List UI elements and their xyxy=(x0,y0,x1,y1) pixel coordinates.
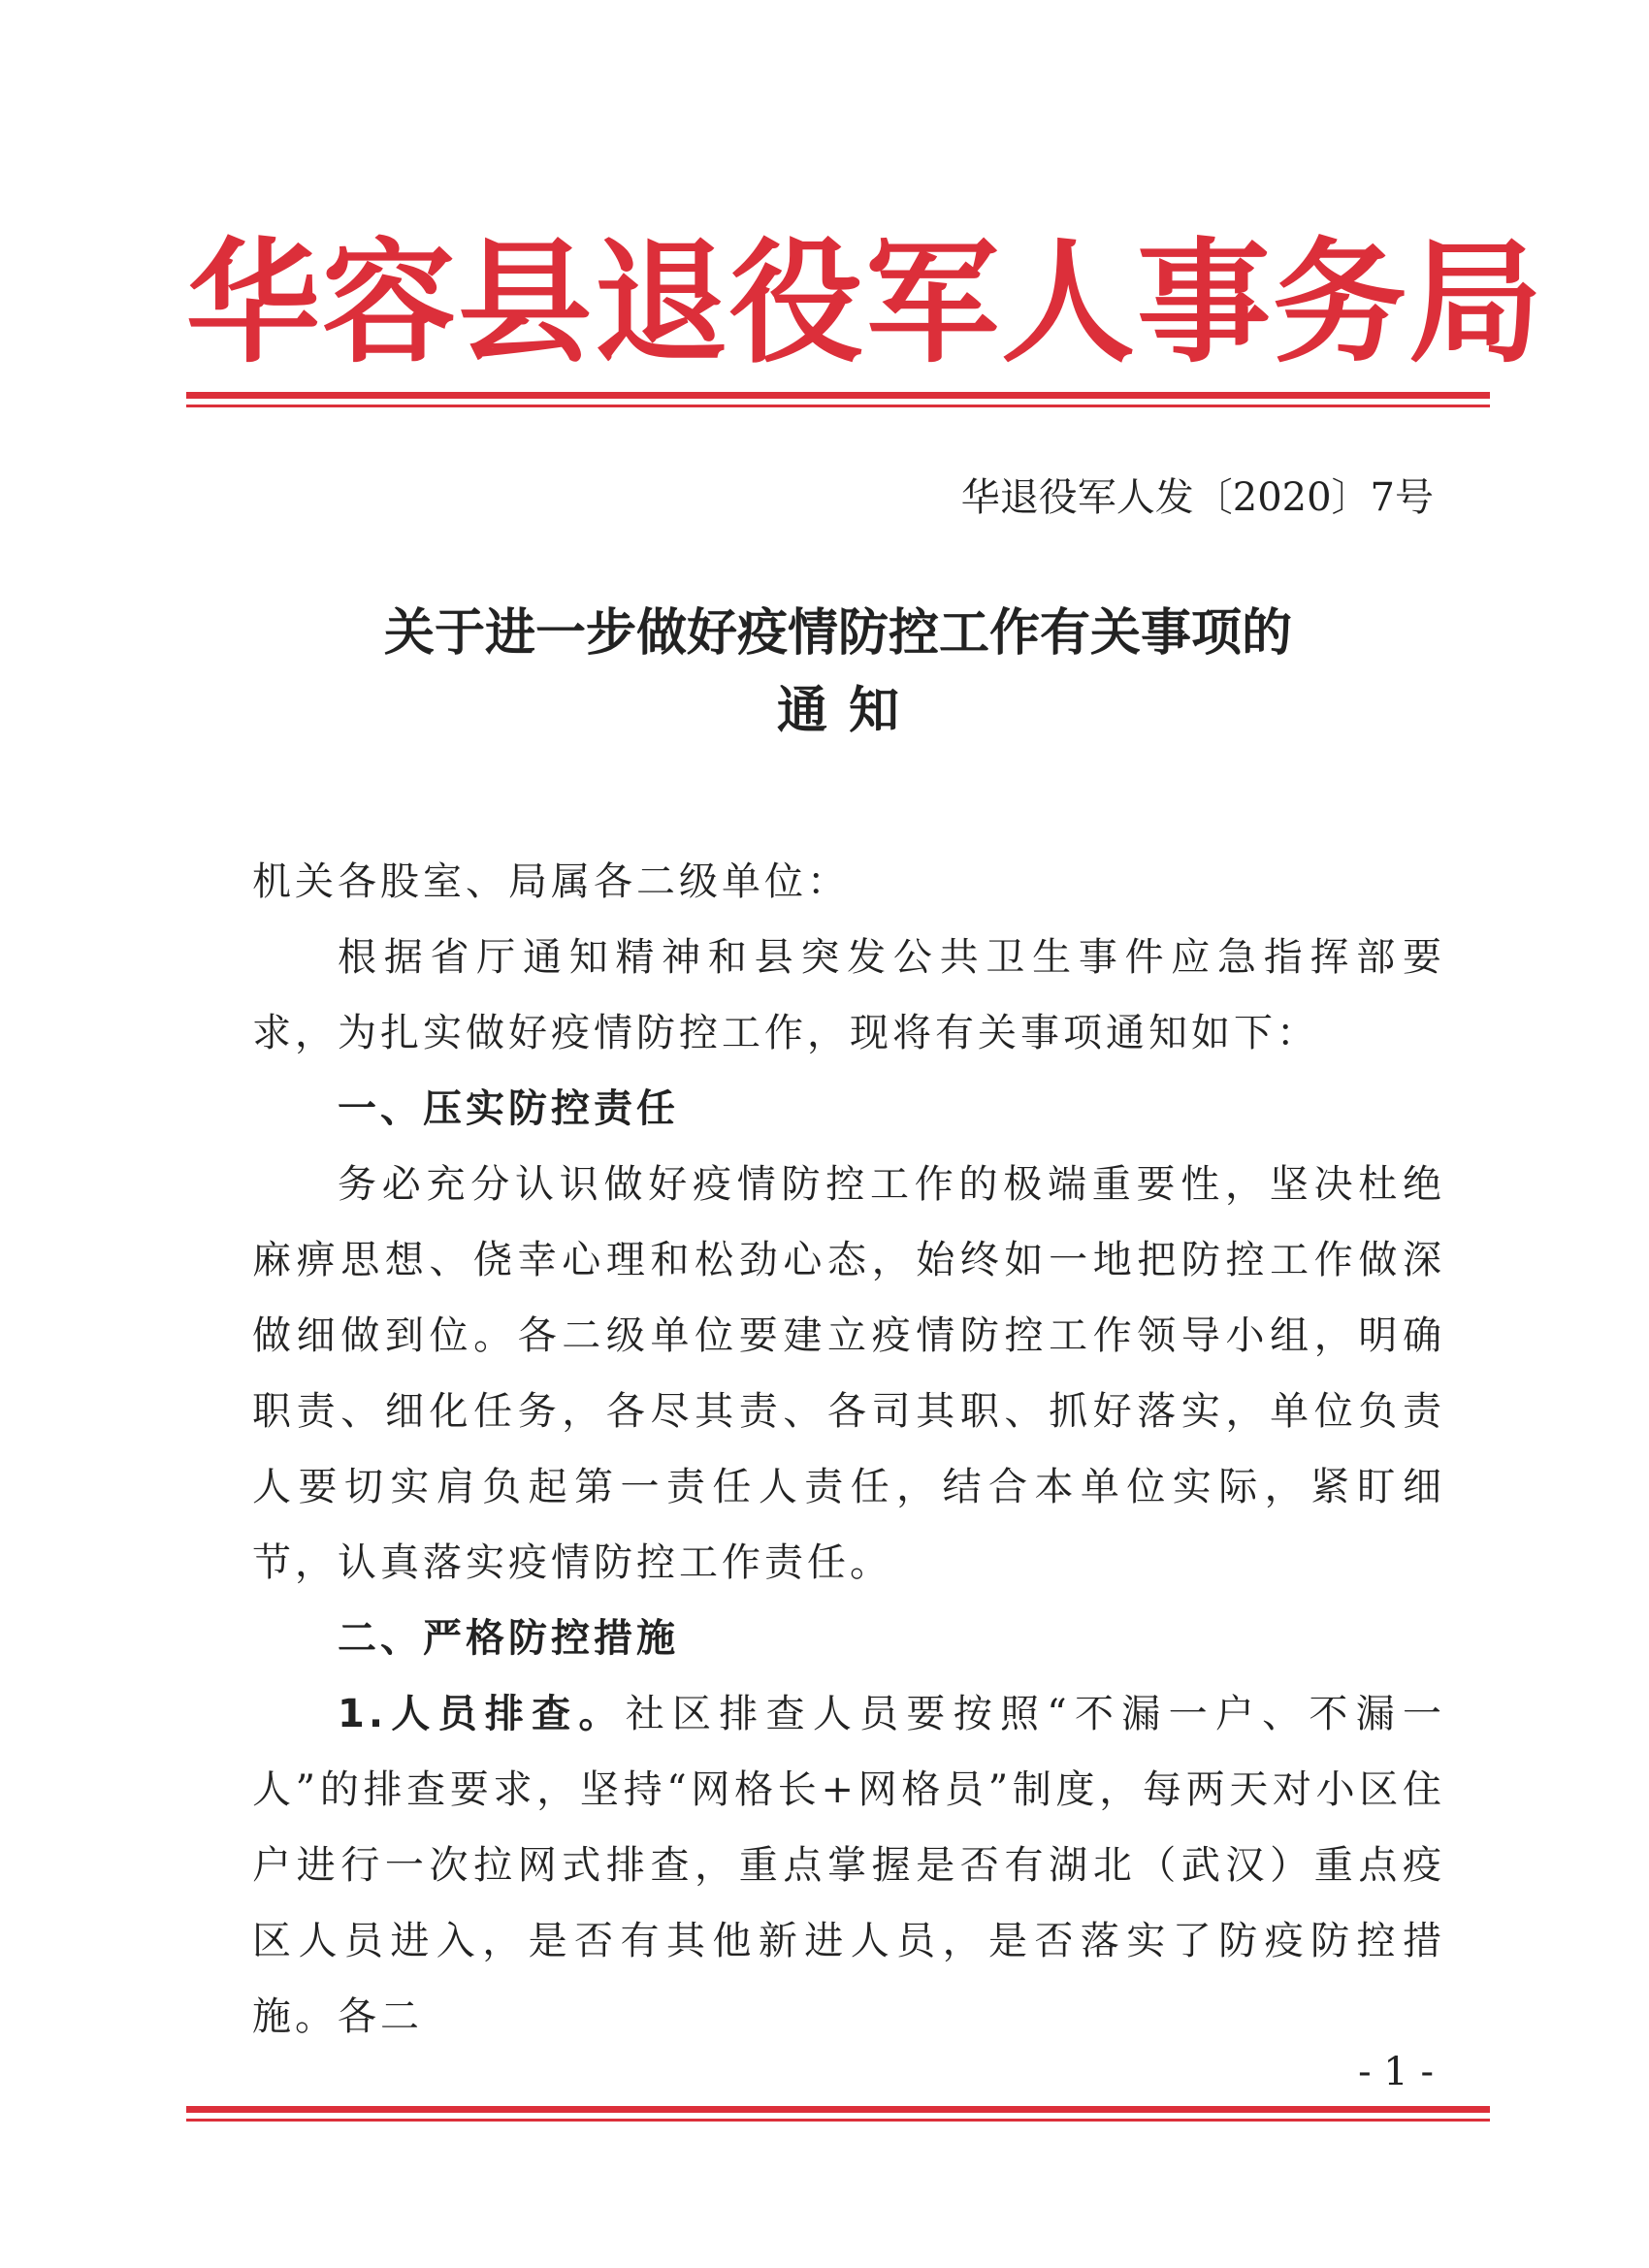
item1-paragraph xyxy=(252,1676,1445,2055)
document-number: 华退役军人发〔2020〕7号 xyxy=(960,475,1434,520)
page-number: - 1 - xyxy=(1358,2050,1434,2094)
document-title-line1: 关于进一步做好疫情防控工作有关事项的 xyxy=(383,603,1292,663)
footer-rule-thick xyxy=(186,2106,1490,2113)
document-title-line2: 通知 xyxy=(776,681,921,740)
recipients-line: 机关各股室、局属各二级单位： xyxy=(252,859,850,904)
agency-masthead: 华容县退役军人事务局 xyxy=(186,223,1545,381)
item1-body: 社区排查人员要按照“不漏一户、不漏一人”的排查要求，坚持“网格长+网格员”制度，每两天对小区住户进行一次拉网式排查，重点掌握是否有湖北（武汉）重点疫区人员进入，是否有其他新进人员，是否落实了防疫防控措施。各二 xyxy=(252,1692,1445,2039)
section1-paragraph: 务必充分认识做好疫情防控工作的极端重要性，坚决杜绝麻痹思想、侥幸心理和松劲心态，始终如一地把防控工作做深做细做到位。各二级单位要建立疫情防控工作领导小组，明确职责、细化任务，各尽其责、各司其职、抓好落实，单位负责人要切实肩负起第一责任人责任，结合本单位实际，紧盯细节，认真落实疫情防控工作责任。 xyxy=(252,1162,1445,1585)
document-body xyxy=(252,844,1445,2055)
header-rule-thick xyxy=(186,392,1490,399)
footer-rule-thin xyxy=(186,2119,1490,2122)
item1-lead: 1.人员排查。 xyxy=(338,1692,626,1736)
header-rule-thin xyxy=(186,405,1490,407)
section1-heading: 一、压实防控责任 xyxy=(338,1086,679,1131)
section2-heading: 二、严格防控措施 xyxy=(338,1616,679,1661)
intro-paragraph: 根据省厅通知精神和县突发公共卫生事件应急指挥部要求，为扎实做好疫情防控工作，现将有关事项通知如下： xyxy=(252,935,1445,1055)
